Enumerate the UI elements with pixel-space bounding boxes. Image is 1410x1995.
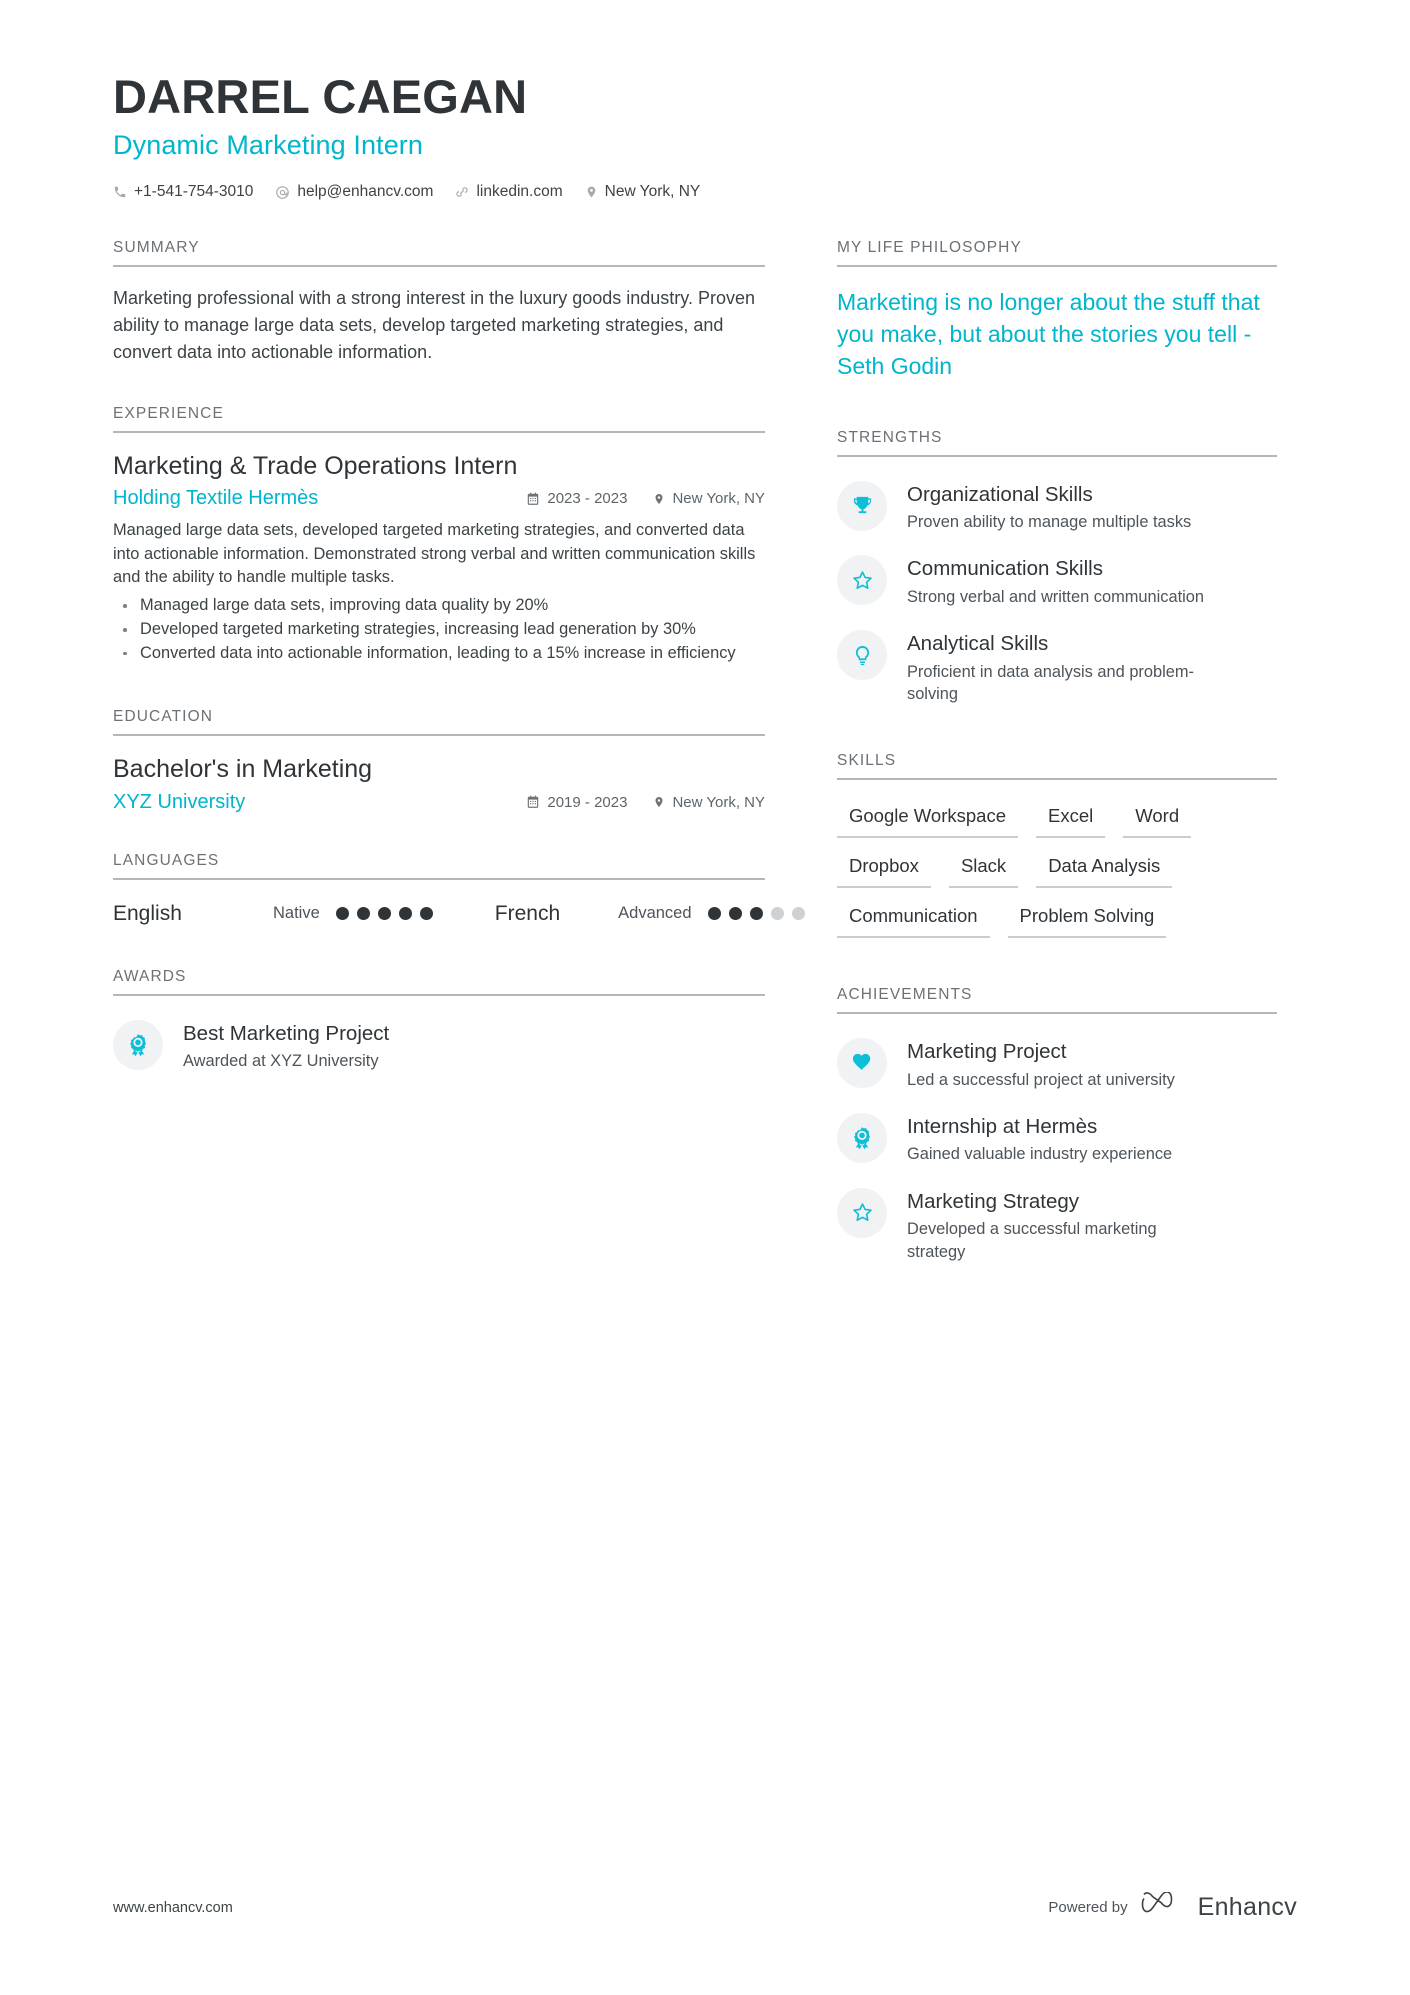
language-english — [113, 902, 433, 926]
resume-header — [0, 0, 1410, 201]
strength-title: Organizational Skills — [907, 482, 1093, 506]
brand-name: Enhancv — [1197, 1893, 1297, 1921]
rating-dot-filled — [357, 907, 370, 920]
location-icon — [585, 185, 598, 199]
list-item: Converted data into actionable information, leading to a 15% increase in efficiency — [113, 642, 765, 665]
section-summary — [113, 239, 765, 401]
contact-email-value: help@enhancv.com — [297, 183, 434, 201]
experience-dates — [526, 490, 627, 507]
section-title-achievements: ACHIEVEMENTS — [837, 985, 973, 1003]
section-title-awards: AWARDS — [113, 967, 187, 985]
section-achievements — [837, 986, 1277, 1263]
experience-bullets — [113, 594, 765, 664]
rating-dot-filled — [729, 907, 742, 920]
language-name: French — [494, 901, 561, 925]
star-icon — [837, 1188, 887, 1238]
powered-by-label: Powered by — [1048, 1899, 1128, 1916]
rating-dot-filled — [750, 907, 763, 920]
section-experience — [113, 405, 765, 704]
achievement-subtitle: Led a successful project at university — [907, 1070, 1175, 1089]
contact-location-value: New York, NY — [604, 183, 701, 201]
rating-dot-empty — [792, 907, 805, 920]
list-item: Managed large data sets, improving data quality by 20% — [113, 594, 765, 617]
strengths-list — [837, 475, 1277, 706]
experience-description: Managed large data sets, developed targeted marketing strategies, and converted data into actionable information. Demonstrated strong verbal and written communication skills and the ability to handle multiple tasks. — [113, 521, 756, 587]
experience-meta — [113, 487, 765, 510]
contact-phone-value: +1-541-754-3010 — [134, 183, 254, 201]
achievement-title: Internship at Hermès — [907, 1114, 1098, 1138]
strength-subtitle: Proficient in data analysis and problem-solving — [907, 662, 1194, 704]
philosophy-quote: Marketing is no longer about the stuff that you make, but about the stories you tell - Seth Godin — [837, 289, 1260, 379]
experience-company: Holding Textile Hermès — [113, 487, 319, 510]
rating-dot-empty — [771, 907, 784, 920]
education-degree: Bachelor's in Marketing — [113, 755, 373, 784]
section-languages — [113, 852, 765, 964]
language-french — [495, 902, 805, 926]
link-icon — [455, 185, 469, 199]
experience-entry — [113, 451, 765, 664]
language-rating — [708, 907, 805, 920]
skill-tag: Google Workspace — [837, 802, 1018, 838]
language-level: Native — [273, 904, 320, 923]
job-title: Dynamic Marketing Intern — [113, 130, 424, 161]
contact-phone[interactable] — [113, 183, 253, 201]
education-school: XYZ University — [113, 790, 246, 813]
contact-link[interactable] — [455, 183, 562, 201]
strength-title: Communication Skills — [907, 557, 1103, 581]
strength-subtitle: Proven ability to manage multiple tasks — [907, 513, 1192, 532]
page-title: DARREL CAEGAN — [113, 70, 528, 123]
phone-icon — [113, 185, 127, 199]
section-strengths — [837, 429, 1277, 748]
rating-dot-filled — [399, 907, 412, 920]
skill-tag: Data Analysis — [1036, 852, 1172, 888]
section-title-summary: SUMMARY — [113, 239, 200, 257]
skill-tag: Excel — [1036, 802, 1105, 838]
list-item — [837, 1113, 1277, 1166]
calendar-icon — [526, 795, 540, 809]
section-awards — [113, 968, 765, 1073]
contact-location — [585, 183, 701, 201]
calendar-icon — [526, 492, 540, 506]
enhancv-logo-icon — [1141, 1892, 1185, 1923]
list-item — [837, 555, 1277, 608]
education-location — [653, 794, 765, 811]
award-ribbon-icon — [113, 1020, 163, 1070]
list-item — [837, 630, 1277, 705]
rating-dot-filled — [336, 907, 349, 920]
section-education — [113, 708, 765, 847]
footer-brand — [1048, 1892, 1297, 1923]
footer-url[interactable]: www.enhancv.com — [113, 1899, 233, 1916]
section-title-strengths: STRENGTHS — [837, 428, 943, 446]
list-item — [113, 1020, 765, 1073]
achievement-subtitle: Gained valuable industry experience — [907, 1145, 1173, 1164]
language-name: English — [113, 901, 182, 925]
skill-tag: Communication — [837, 902, 990, 938]
award-subtitle: Awarded at XYZ University — [183, 1052, 379, 1071]
section-title-skills: SKILLS — [837, 751, 897, 769]
section-title-experience: EXPERIENCE — [113, 405, 224, 423]
language-rating — [336, 907, 433, 920]
list-item — [837, 481, 1277, 534]
education-dates-value: 2019 - 2023 — [547, 793, 628, 811]
right-column — [837, 237, 1277, 1267]
location-icon — [653, 492, 665, 506]
section-title-philosophy: MY LIFE PHILOSOPHY — [837, 239, 1022, 257]
language-level: Advanced — [618, 904, 692, 923]
education-entry — [113, 754, 765, 813]
awards-list — [113, 1014, 765, 1073]
achievement-subtitle: Developed a successful marketing strategy — [907, 1220, 1157, 1261]
achievement-title: Marketing Project — [907, 1039, 1067, 1063]
section-skills — [837, 752, 1277, 982]
contact-row — [113, 183, 1410, 201]
experience-location-value: New York, NY — [672, 490, 765, 508]
skill-tag: Problem Solving — [1008, 902, 1167, 938]
contact-link-value: linkedin.com — [476, 183, 563, 201]
list-item: Developed targeted marketing strategies, increasing lead generation by 30% — [113, 618, 765, 641]
section-title-education: EDUCATION — [113, 708, 214, 726]
skill-tag: Word — [1123, 802, 1191, 838]
lightbulb-icon — [837, 630, 887, 680]
list-item — [837, 1038, 1277, 1091]
strength-subtitle: Strong verbal and written communication — [907, 588, 1205, 607]
list-item — [837, 1188, 1277, 1263]
left-column — [113, 237, 765, 1076]
location-icon — [653, 795, 665, 809]
achievement-title: Marketing Strategy — [907, 1189, 1080, 1213]
skill-tag: Slack — [949, 852, 1018, 888]
resume-footer — [113, 1892, 1297, 1923]
trophy-icon — [837, 481, 887, 531]
heart-icon — [837, 1038, 887, 1088]
award-title: Best Marketing Project — [183, 1021, 390, 1045]
skills-list — [837, 792, 1277, 938]
email-icon — [275, 185, 290, 200]
resume-columns — [0, 237, 1410, 1267]
rating-dot-filled — [708, 907, 721, 920]
star-icon — [837, 555, 887, 605]
contact-email[interactable] — [275, 183, 433, 201]
skill-tag: Dropbox — [837, 852, 931, 888]
languages-row — [113, 898, 765, 926]
education-dates — [526, 794, 627, 811]
strength-title: Analytical Skills — [907, 632, 1049, 656]
experience-role: Marketing & Trade Operations Intern — [113, 452, 518, 481]
experience-location — [653, 490, 765, 507]
rating-dot-filled — [420, 907, 433, 920]
experience-dates-value: 2023 - 2023 — [547, 490, 628, 508]
section-philosophy — [837, 239, 1277, 424]
award-ribbon-icon — [837, 1113, 887, 1163]
education-meta — [113, 791, 765, 814]
rating-dot-filled — [378, 907, 391, 920]
summary-text: Marketing professional with a strong interest in the luxury goods industry. Proven ability to manage large data sets, develop targeted marketing strategies, and convert data into actionable information. — [113, 288, 755, 362]
education-location-value: New York, NY — [672, 793, 765, 811]
section-title-languages: LANGUAGES — [113, 851, 220, 869]
achievements-list — [837, 1032, 1277, 1263]
